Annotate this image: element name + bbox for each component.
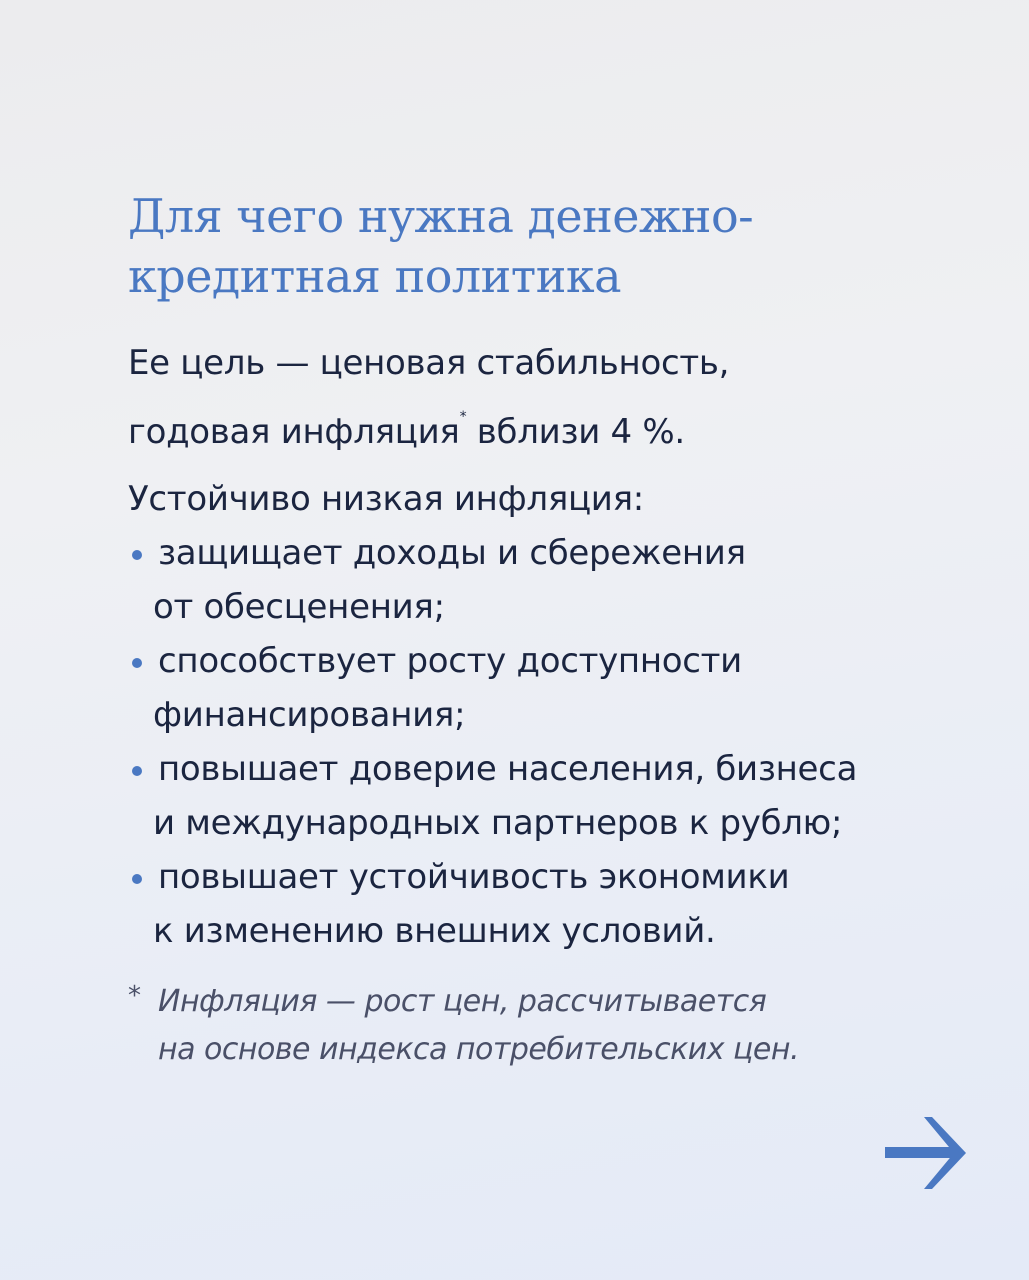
footnote	[128, 978, 799, 1074]
next-slide-button[interactable]	[882, 1114, 968, 1192]
list-item-line: от обесценения;	[153, 587, 445, 627]
goal-line-2	[128, 390, 729, 459]
footnote-line-2: на основе индекса потребительских цен.	[158, 1032, 800, 1067]
list-item-line: защищает доходы и сбережения	[158, 533, 746, 573]
goal-line-1: Ее цель — ценовая стабильность,	[128, 343, 730, 383]
title-line-1: Для чего нужна денежно-	[128, 189, 754, 243]
goal-line-2-tail: вблизи 4 %.	[466, 412, 685, 452]
bullet-icon	[132, 658, 142, 668]
footnote-line-1: Инфляция — рост цен, рассчитывается	[158, 984, 767, 1019]
bullet-icon	[132, 766, 142, 776]
footnote-star: *	[128, 981, 141, 1011]
title-line-2: кредитная политика	[128, 249, 622, 303]
bullet-icon	[132, 874, 142, 884]
list-item-line: финансирования;	[153, 695, 466, 735]
list-item	[128, 526, 857, 634]
list-item	[128, 634, 857, 742]
list-item-line: повышает доверие населения, бизнеса	[158, 749, 858, 789]
list-item-line: и международных партнеров к рублю;	[153, 803, 843, 843]
list-item-line: к изменению внешних условий.	[153, 911, 716, 951]
goal-line-2-text: годовая инфляция	[128, 412, 460, 452]
list-item-line: повышает устойчивость экономики	[158, 857, 790, 897]
arrow-right-icon	[882, 1114, 968, 1192]
footnote-marker: *	[459, 409, 467, 425]
slide-title	[128, 186, 753, 306]
goal-statement	[128, 336, 729, 459]
bullet-icon	[132, 550, 142, 560]
benefits-lead: Устойчиво низкая инфляция:	[128, 479, 644, 519]
list-item-line: способствует росту доступности	[158, 641, 742, 681]
list-item	[128, 850, 857, 958]
list-item	[128, 742, 857, 850]
benefits-section	[128, 472, 857, 958]
